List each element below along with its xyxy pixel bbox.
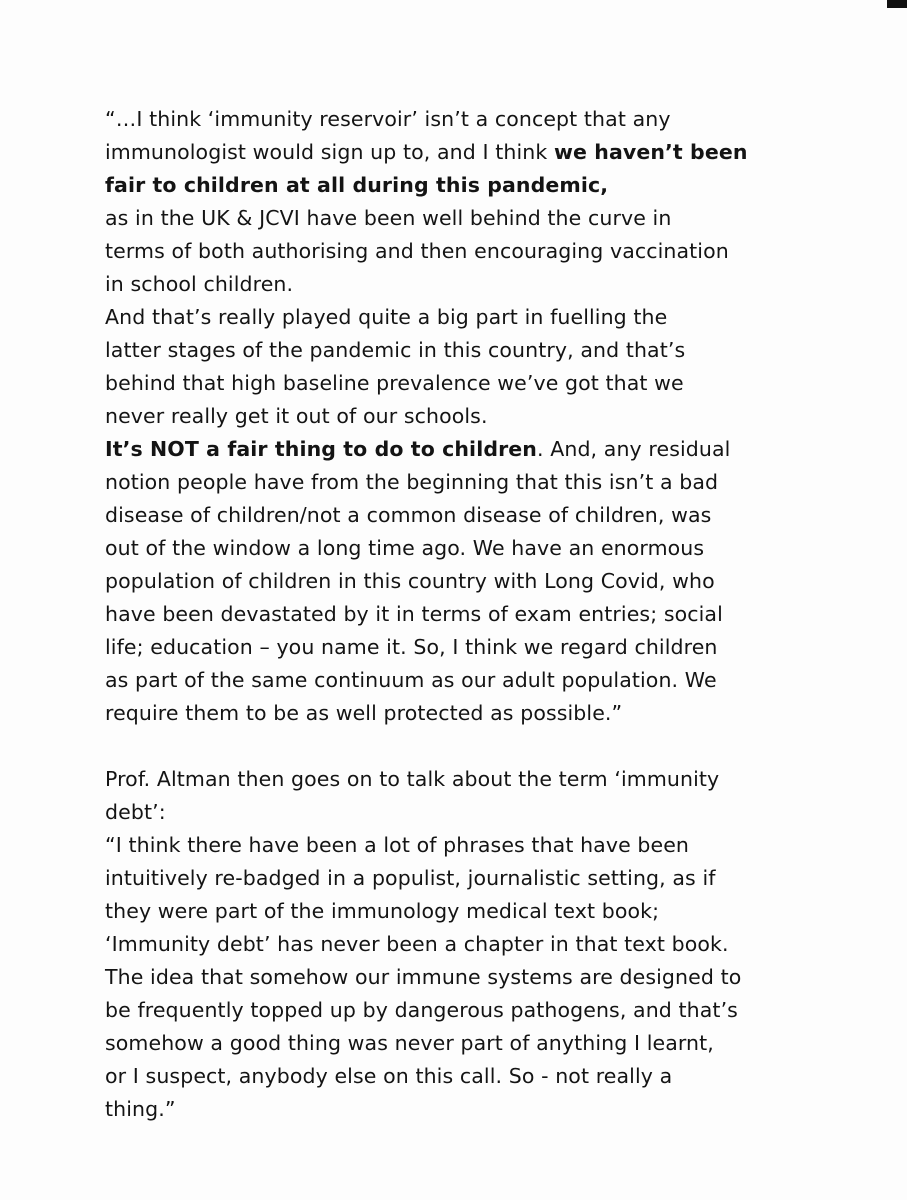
text-line: thing.” bbox=[105, 1097, 176, 1121]
text-line: or I suspect, anybody else on this call. So - not really a bbox=[105, 1064, 673, 1088]
text-line: in school children. bbox=[105, 272, 294, 296]
scan-edge-mark bbox=[887, 0, 907, 8]
text-line: disease of children/not a common disease of children, was bbox=[105, 503, 712, 527]
text-line: And that’s really played quite a big part in fuelling the bbox=[105, 305, 668, 329]
text-line: behind that high baseline prevalence we’ve got that we bbox=[105, 371, 684, 395]
text-line: population of children in this country with Long Covid, who bbox=[105, 569, 715, 593]
text-line: life; education – you name it. So, I think we regard children bbox=[105, 635, 718, 659]
emphasis-text: It’s NOT a fair thing to do to children bbox=[105, 437, 537, 461]
emphasis-line: fair to children at all during this pandemic, bbox=[105, 173, 609, 197]
text-line: require them to be as well protected as possible.” bbox=[105, 701, 623, 725]
text-line: somehow a good thing was never part of anything I learnt, bbox=[105, 1031, 714, 1055]
text-line: “…I think ‘immunity reservoir’ isn’t a concept that any bbox=[105, 107, 671, 131]
text-line: The idea that somehow our immune systems are designed to bbox=[105, 965, 742, 989]
text-line: ‘Immunity debt’ has never been a chapter in that text book. bbox=[105, 932, 729, 956]
quote-block-immunity-debt bbox=[105, 829, 795, 1126]
text-line: notion people have from the beginning that this isn’t a bad bbox=[105, 470, 719, 494]
text-line: never really get it out of our schools. bbox=[105, 404, 488, 428]
paragraph-gap bbox=[105, 730, 795, 763]
text-line: terms of both authorising and then encouraging vaccination bbox=[105, 239, 729, 263]
text-run: . And, any residual bbox=[537, 437, 731, 461]
text-line: as part of the same continuum as our adult population. We bbox=[105, 668, 717, 692]
text-line: be frequently topped up by dangerous pathogens, and that’s bbox=[105, 998, 738, 1022]
text-line: out of the window a long time ago. We have an enormous bbox=[105, 536, 705, 560]
text-line: “I think there have been a lot of phrases that have been bbox=[105, 833, 690, 857]
text-line: have been devastated by it in terms of exam entries; social bbox=[105, 602, 723, 626]
emphasis-text: we haven’t been bbox=[553, 140, 748, 164]
text-line bbox=[105, 136, 795, 169]
intro-paragraph bbox=[105, 763, 795, 829]
text-line: Prof. Altman then goes on to talk about the term ‘immunity bbox=[105, 767, 720, 791]
text-line: latter stages of the pandemic in this country, and that’s bbox=[105, 338, 686, 362]
text-line: intuitively re-badged in a populist, journalistic setting, as if bbox=[105, 866, 716, 890]
document-page bbox=[105, 103, 795, 1126]
text-run: immunologist would sign up to, and I think bbox=[105, 140, 554, 164]
text-line: they were part of the immunology medical text book; bbox=[105, 899, 660, 923]
quote-block-immunity-reservoir bbox=[105, 103, 795, 730]
text-line: as in the UK & JCVI have been well behind the curve in bbox=[105, 206, 672, 230]
text-line bbox=[105, 433, 795, 466]
text-line: debt’: bbox=[105, 800, 166, 824]
